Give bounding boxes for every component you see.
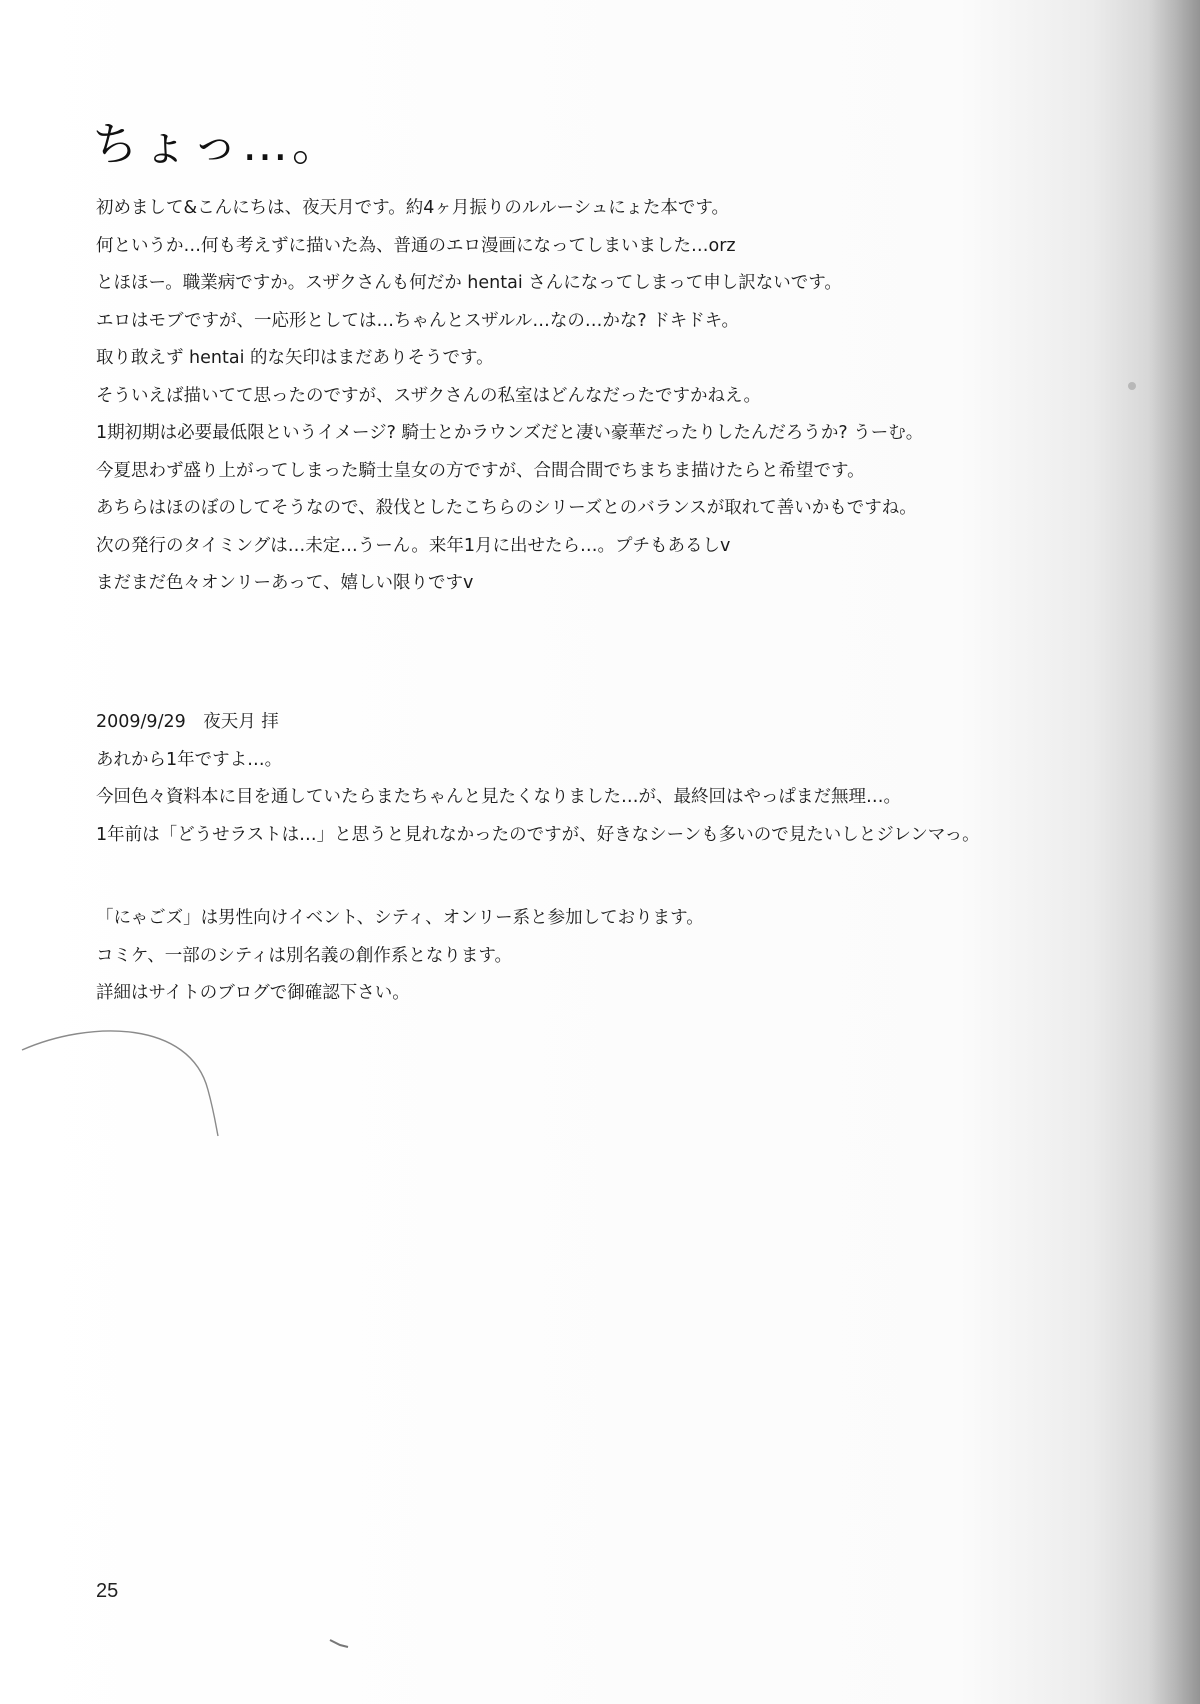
- text-line: まだまだ色々オンリーあって、嬉しい限りですv: [96, 573, 474, 593]
- afterword-paragraph-dated: [96, 704, 980, 854]
- text-line: あれから1年ですよ…。: [96, 749, 283, 770]
- text-line: 初めまして&こんにちは、夜天月です。約4ヶ月振りのルルーシュにょた本です。: [96, 198, 729, 218]
- page-title: ちょっ…。: [92, 117, 342, 171]
- text-line: 1年前は「どうせラストは…」と思うと見れなかったのですが、好きなシーンも多いので見たいしとジレンマっ。: [96, 824, 980, 845]
- text-line: 詳細はサイトのブログで御確認下さい。: [96, 983, 410, 1003]
- text-line: 取り敢えず hentai 的な矢印はまだありそうです。: [96, 348, 494, 368]
- text-line: 今回色々資料本に目を通していたらまたちゃんと見たくなりました…が、最終回はやっぱまだ無理…。: [96, 787, 901, 807]
- margin-curve-mark: [0, 1020, 240, 1140]
- spine-shadow: [1148, 0, 1200, 1704]
- afterword-paragraph-main: [96, 190, 923, 603]
- circle-info-paragraph: [96, 900, 704, 1013]
- scan-speck: [328, 1636, 352, 1652]
- text-line: 何というか…何も考えずに描いた為、普通のエロ漫画になってしまいました…orz: [96, 235, 736, 256]
- date-signature-line: 2009/9/29 夜天月 拝: [96, 712, 279, 732]
- text-line: 次の発行のタイミングは…未定…うーん。来年1月に出せたら…。プチもあるしv: [96, 535, 731, 556]
- text-line: エロはモブですが、一応形としては…ちゃんとスザルル…なの…かな? ドキドキ。: [96, 310, 740, 331]
- text-line: そういえば描いてて思ったのですが、スザクさんの私室はどんなだったですかねえ。: [96, 385, 761, 406]
- text-line: 今夏思わず盛り上がってしまった騎士皇女の方ですが、合間合間でちまちま描けたらと希望です。: [96, 460, 865, 481]
- text-line: とほほー。職業病ですか。スザクさんも何だか hentai さんになってしまって申し訳ないです。: [96, 273, 842, 293]
- text-line: 1期初期は必要最低限というイメージ? 騎士とかラウンズだと凄い豪華だったりしたんだろうか? うーむ。: [96, 423, 924, 443]
- scan-speck: [1124, 378, 1140, 394]
- text-line: コミケ、一部のシティは別名義の創作系となります。: [96, 945, 512, 966]
- text-line: 「にゃごズ」は男性向けイベント、シティ、オンリー系と参加しております。: [96, 908, 704, 928]
- page-number: 25: [96, 1580, 119, 1602]
- text-line: あちらはほのぼのしてそうなので、殺伐としたこちらのシリーズとのバランスが取れて善いかもですね。: [96, 498, 917, 518]
